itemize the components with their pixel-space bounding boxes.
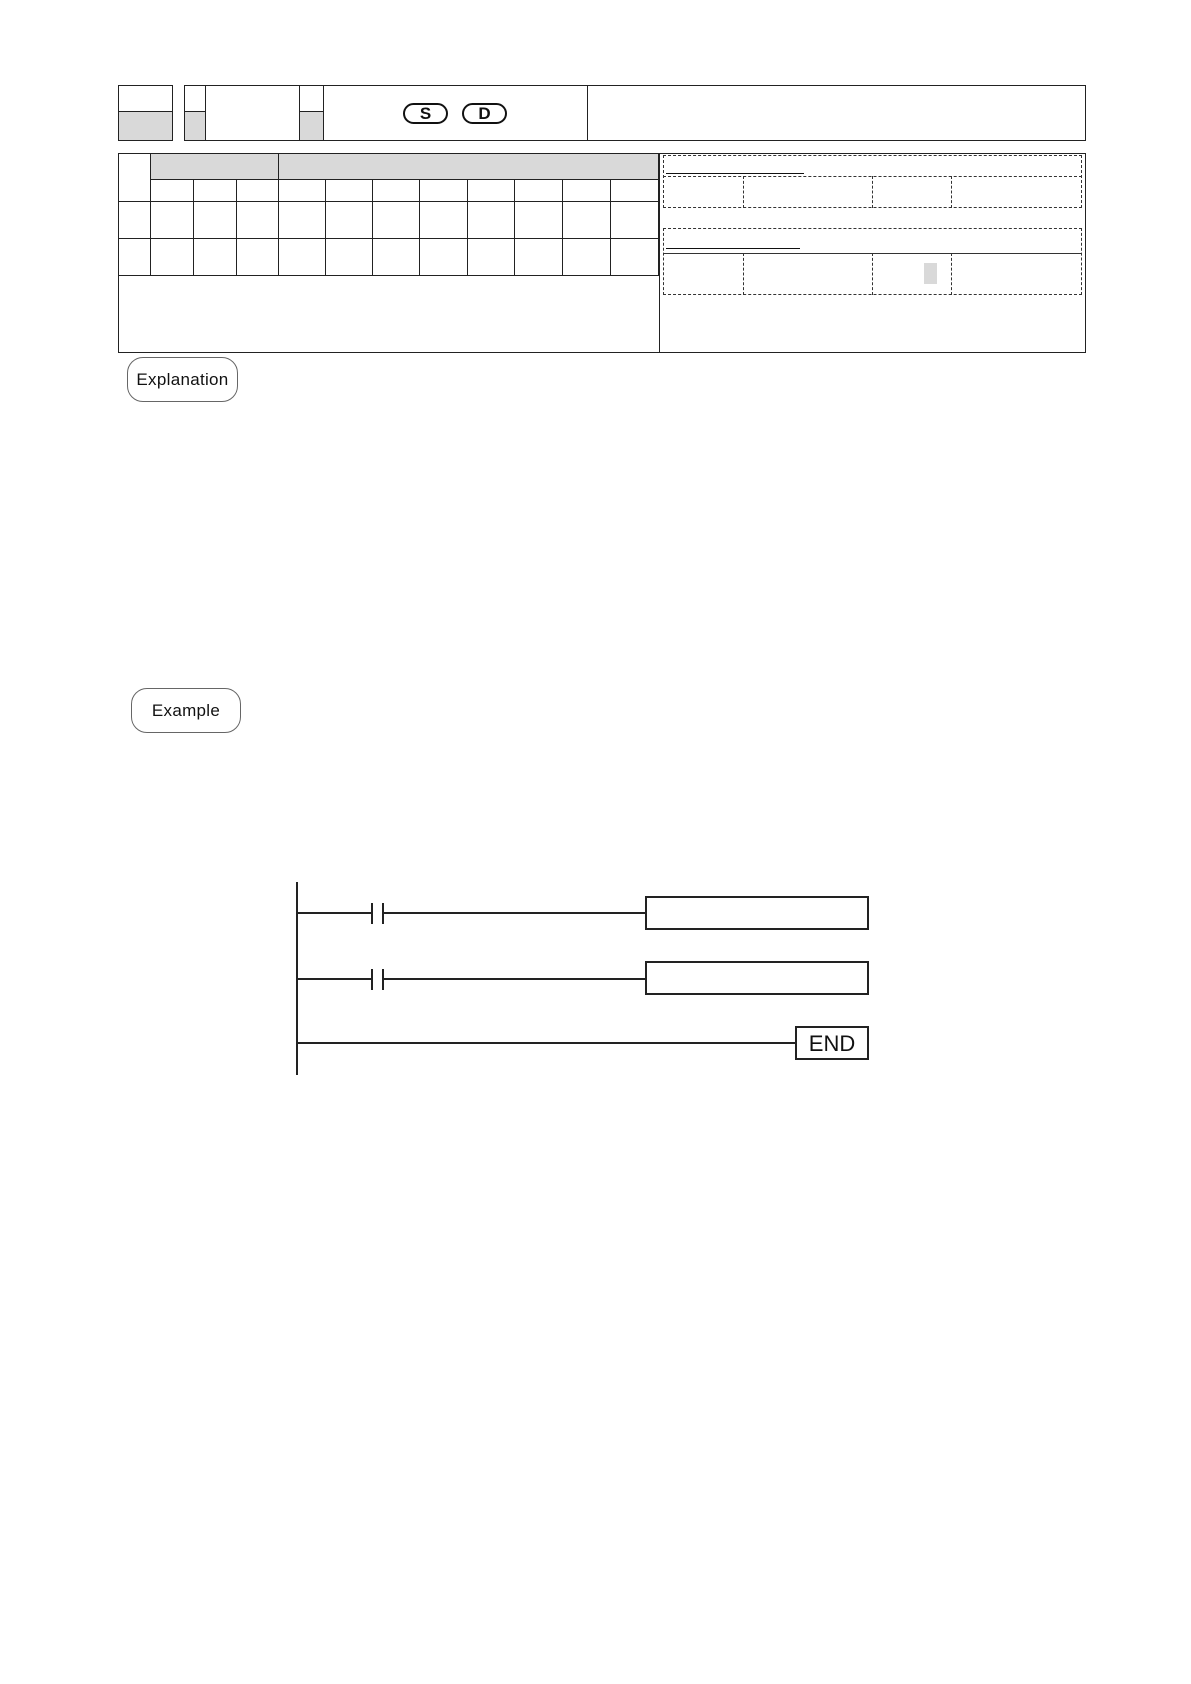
operand-s-badge: S bbox=[403, 103, 448, 124]
example-label: Example bbox=[131, 688, 241, 733]
ladder-rung-1 bbox=[297, 897, 868, 929]
instruction-box bbox=[646, 897, 868, 929]
ladder-rung-2 bbox=[297, 962, 868, 994]
ladder-rung-end bbox=[297, 1027, 868, 1059]
operand-d-badge: D bbox=[462, 103, 507, 124]
explanation-label: Explanation bbox=[127, 357, 238, 402]
instruction-box bbox=[646, 962, 868, 994]
end-instruction-label: END bbox=[808, 1031, 856, 1056]
